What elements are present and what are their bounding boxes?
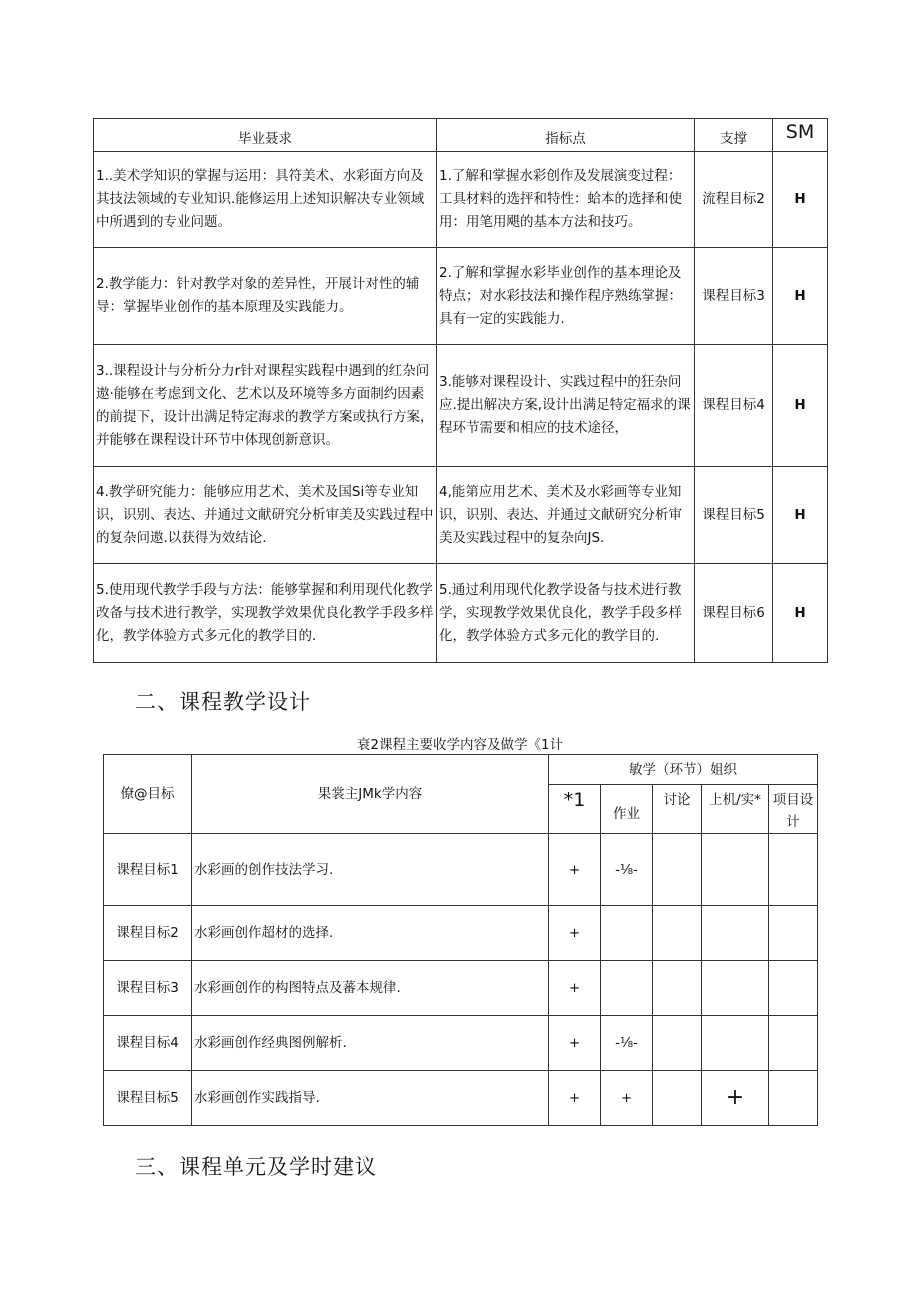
section-title-teaching-design: 二、课程教学设计	[135, 690, 311, 714]
header-indicators: 指标点	[437, 119, 695, 152]
course-target-cell: 课程目标3	[104, 961, 192, 1016]
table1-row	[94, 248, 828, 345]
header-project-design: 项目设计	[769, 785, 818, 834]
course-target-cell: 课程目标2	[104, 906, 192, 961]
table2-row	[104, 961, 818, 1016]
sm-cell: H	[773, 467, 828, 564]
project-cell	[769, 834, 818, 906]
practice-cell: +	[702, 1071, 769, 1126]
table1-row	[94, 152, 828, 248]
header-sm: SM	[773, 119, 828, 152]
course-target-cell: 课程目标1	[104, 834, 192, 906]
table2-row	[104, 1071, 818, 1126]
practice-cell	[702, 961, 769, 1016]
practice-cell	[702, 906, 769, 961]
homework-cell: -⅛-	[601, 1016, 653, 1071]
table2-row	[104, 1016, 818, 1071]
support-cell: 课程目标6	[695, 564, 773, 663]
project-cell	[769, 961, 818, 1016]
header-teaching-organization: 敏学（环节）姐织	[549, 755, 818, 785]
discussion-cell	[653, 834, 702, 906]
requirement-cell: 4.教学研究能力：能够应用艺术、美术及国Si等专业知识，识别、表达、并通过文献研究分析审美及实践过程中的复杂问遨.以获得为效结论.	[94, 467, 437, 564]
discussion-cell	[653, 961, 702, 1016]
homework-cell: +	[601, 1071, 653, 1126]
header-course-target: 僚@目标	[104, 755, 192, 834]
table1-header-row	[94, 119, 828, 152]
requirement-cell: 2.教学能力：针对教学对象的差异性，开展计对性的辅导：掌握毕业创作的基本原理及实践能力。	[94, 248, 437, 345]
graduation-requirements-table	[93, 118, 828, 663]
indicator-cell: 3.能够对课程设计、实践过程中的狂杂问应.提出解决方案,设计出满足特定福求的课程环节需要和相应的技术途径，	[437, 345, 695, 467]
section-title-units-and-hours: 三、课程单元及学时建议	[135, 1155, 377, 1179]
homework-cell	[601, 906, 653, 961]
header-homework: 作业	[601, 785, 653, 834]
sm-cell: H	[773, 248, 828, 345]
table2-row	[104, 834, 818, 906]
practice-cell	[702, 834, 769, 906]
table1-row	[94, 345, 828, 467]
sm-cell: H	[773, 564, 828, 663]
course-target-cell: 课程目标4	[104, 1016, 192, 1071]
practice-cell	[702, 1016, 769, 1071]
course-target-cell: 课程目标5	[104, 1071, 192, 1126]
indicator-cell: 5.通过利用现代化教学设备与技术进行教学，实现教学效果优良化，教学手段多样化，教学体验方式多元化的教学目的.	[437, 564, 695, 663]
course-content-cell: 水彩画创作经典图例解析.	[192, 1016, 549, 1071]
support-cell: 课程目标5	[695, 467, 773, 564]
course-content-cell: 水彩画创作超材的选择.	[192, 906, 549, 961]
sm-cell: H	[773, 345, 828, 467]
lecture-cell: +	[549, 1016, 601, 1071]
course-content-cell: 水彩画的创作技法学习.	[192, 834, 549, 906]
sm-cell: H	[773, 152, 828, 248]
discussion-cell	[653, 1016, 702, 1071]
discussion-cell	[653, 1071, 702, 1126]
indicator-cell: 2.了解和掌握水彩毕业创作的基本理论及特点；对水彩技法和操作程序熟练掌握：具有一定的实践能力.	[437, 248, 695, 345]
support-cell: 课程目标3	[695, 248, 773, 345]
requirement-cell: 1..美术学知识的掌握与运用：具符美术、水彩面方向及其技法领域的专业知识.能修运用上述知识解决专业领域中所遇到的专业问题。	[94, 152, 437, 248]
course-content-cell: 水彩画创作的构图特点及蕃本规律.	[192, 961, 549, 1016]
requirement-cell: 5.使用现代教学手段与方法：能够掌握和利用现代化教学改备与技术进行教学，实现教学效果优良化教学手段多样化，教学体验方式多元化的教学目的.	[94, 564, 437, 663]
header-course-content: 果裳主JMk学内容	[192, 755, 549, 834]
project-cell	[769, 1016, 818, 1071]
table2-header-row	[104, 755, 818, 785]
header-practice: 上机/实*	[702, 785, 769, 834]
homework-cell	[601, 961, 653, 1016]
table2-row	[104, 906, 818, 961]
header-discussion: 讨论	[653, 785, 702, 834]
homework-cell: -⅛-	[601, 834, 653, 906]
lecture-cell: +	[549, 834, 601, 906]
lecture-cell: +	[549, 961, 601, 1016]
discussion-cell	[653, 906, 702, 961]
table2-caption: 衰2课程主要收学内容及做学《1计	[356, 737, 564, 753]
teaching-content-table	[103, 754, 818, 1126]
course-content-cell: 水彩画创作实践指导.	[192, 1071, 549, 1126]
support-cell: 课程目标4	[695, 345, 773, 467]
lecture-cell: +	[549, 906, 601, 961]
project-cell	[769, 1071, 818, 1126]
requirement-cell: 3..课程设计与分析分力r针对课程实践程中遇到的红杂问遨·能够在考虑到文化、艺术以及环境等多方面制约因素的前提下，设计出满足特定海求的教学方案或执行方案，并能够在课程设计环节中体现创新意识。	[94, 345, 437, 467]
header-support: 支撑	[695, 119, 773, 152]
lecture-cell: +	[549, 1071, 601, 1126]
support-cell: 流程目标2	[695, 152, 773, 248]
table1-row	[94, 564, 828, 663]
project-cell	[769, 906, 818, 961]
table1-row	[94, 467, 828, 564]
indicator-cell: 4,能第应用艺术、美术及水彩画等专业知识，识别、表达、并通过文献研究分析审美及实践过程中的复杂向JS.	[437, 467, 695, 564]
indicator-cell: 1.了解和掌握水彩创作及发展演变过程：工具材料的选抨和特性：蛤本的选择和使用：用笔用飓的基本方法和技巧。	[437, 152, 695, 248]
header-lecture: *1	[549, 785, 601, 834]
header-requirements: 毕业聂求	[94, 119, 437, 152]
